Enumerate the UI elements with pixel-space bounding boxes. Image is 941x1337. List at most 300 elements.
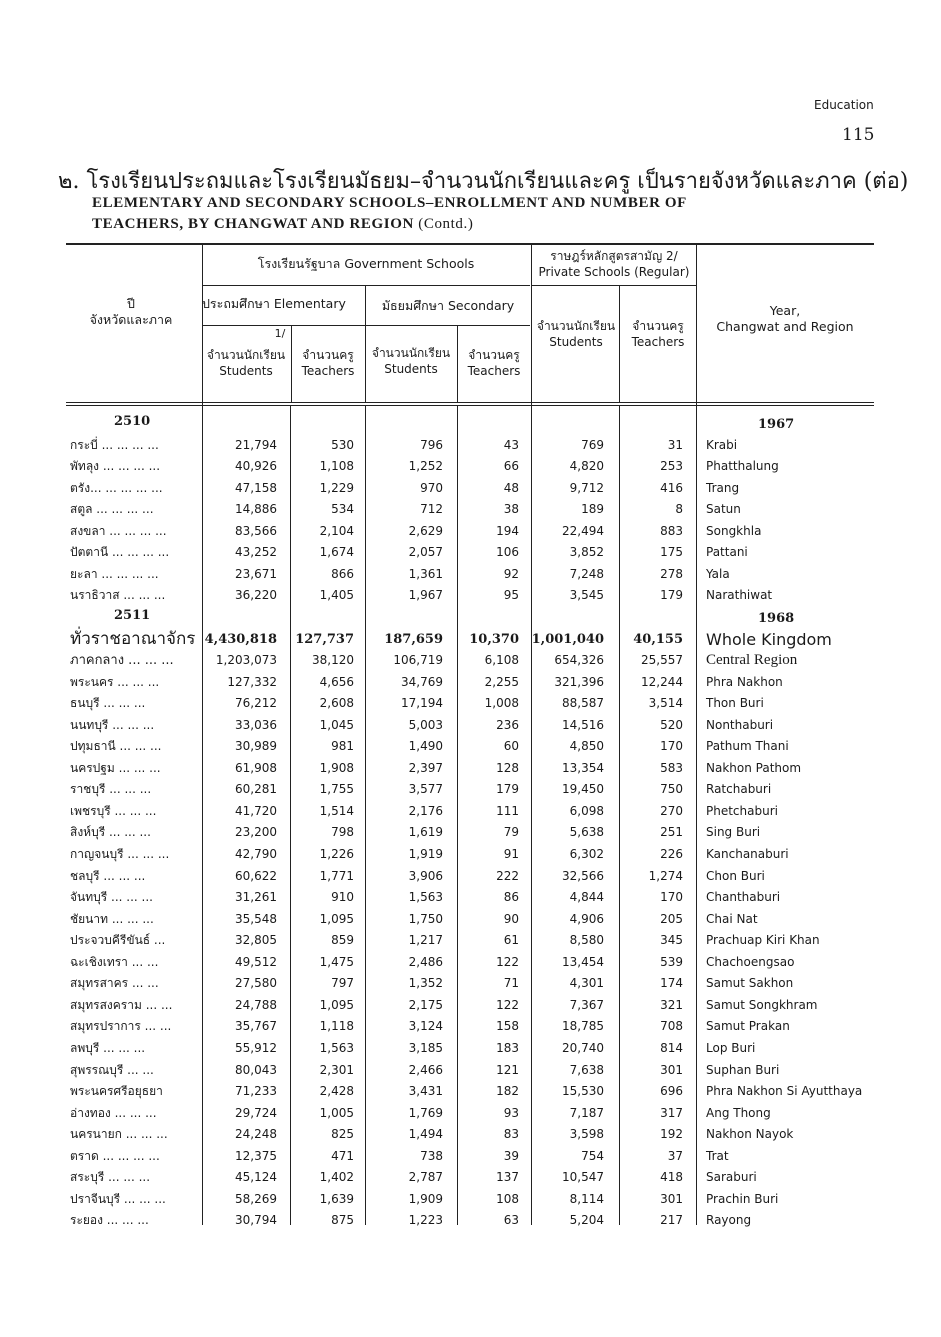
changwat-english: Trat bbox=[706, 1148, 729, 1163]
value-cell: 253 bbox=[660, 459, 683, 474]
changwat-thai: สงขลา ... ... ... ... bbox=[70, 523, 167, 538]
header-bottom-rule-2 bbox=[66, 405, 874, 406]
value-cell: 530 bbox=[331, 437, 354, 452]
value-cell: 1,771 bbox=[319, 868, 354, 883]
changwat-thai: สมุทรปราการ ... ... bbox=[70, 1019, 172, 1034]
changwat-thai: ชลบุรี ... ... ... bbox=[70, 868, 146, 883]
changwat-thai: นครนายก ... ... ... bbox=[70, 1127, 168, 1142]
value-cell: 23,200 bbox=[235, 825, 277, 840]
row-label-thai: ปี จังหวัดและภาค bbox=[89, 296, 173, 327]
changwat-english: Lop Buri bbox=[706, 1040, 756, 1055]
changwat-english: Ang Thong bbox=[706, 1105, 771, 1120]
value-cell: 814 bbox=[660, 1040, 683, 1055]
value-cell: 189 bbox=[581, 502, 604, 517]
value-cell: 6,302 bbox=[569, 847, 604, 861]
changwat-english: Phra Nakhon Si Ayutthaya bbox=[706, 1084, 863, 1099]
value-cell: 1,514 bbox=[319, 803, 354, 818]
value-cell: 1,045 bbox=[319, 717, 354, 732]
value-cell: 301 bbox=[660, 1062, 683, 1077]
value-cell: 270 bbox=[660, 803, 683, 818]
value-cell: 859 bbox=[331, 933, 354, 948]
value-cell: 12,375 bbox=[235, 1148, 277, 1163]
secondary-header: มัธยมศึกษา Secondary bbox=[381, 298, 515, 313]
changwat-english: Nakhon Nayok bbox=[706, 1127, 794, 1142]
value-cell: 37 bbox=[667, 1148, 683, 1163]
thai-title: ๒. โรงเรียนประถมและโรงเรียนมัธยม–จำนวนนักเรียนและครู เป็นรายจังหวัดและภาค (ต่อ) bbox=[58, 169, 909, 194]
changwat-english: Saraburi bbox=[706, 1170, 757, 1185]
changwat-thai: เพชรบุรี ... ... ... bbox=[70, 803, 157, 818]
value-cell: 47,158 bbox=[235, 480, 277, 495]
value-cell: 708 bbox=[660, 1019, 683, 1034]
changwat-english: Chai Nat bbox=[706, 911, 758, 926]
changwat-thai: ลพบุรี ... ... ... bbox=[70, 1040, 146, 1055]
value-cell: 1,001,040 bbox=[531, 631, 604, 647]
value-cell: 696 bbox=[660, 1084, 683, 1099]
value-cell: 170 bbox=[660, 739, 683, 754]
value-cell: 1,217 bbox=[408, 933, 443, 948]
value-cell: 1,005 bbox=[319, 1105, 354, 1120]
value-cell: 1,908 bbox=[319, 760, 354, 775]
changwat-english: Chanthaburi bbox=[706, 890, 781, 905]
value-cell: 40,926 bbox=[235, 459, 277, 474]
changwat-english: Nakhon Pathom bbox=[706, 760, 802, 775]
value-cell: 1,755 bbox=[319, 782, 354, 797]
secondary-teachers-header: จำนวนครู Teachers bbox=[467, 348, 521, 378]
value-cell: 3,545 bbox=[569, 588, 604, 603]
value-cell: 71,233 bbox=[235, 1084, 277, 1099]
value-cell: 539 bbox=[660, 954, 683, 969]
value-cell: 43 bbox=[503, 437, 519, 452]
value-cell: 520 bbox=[660, 717, 683, 732]
value-cell: 3,431 bbox=[408, 1084, 443, 1099]
value-cell: 910 bbox=[331, 890, 354, 905]
value-cell: 1,223 bbox=[408, 1213, 443, 1228]
changwat-english: Rayong bbox=[706, 1213, 752, 1228]
value-cell: 2,176 bbox=[408, 803, 443, 818]
value-cell: 3,577 bbox=[408, 782, 443, 797]
private-schools-header: ราษฎร์หลักสูตรสามัญ 2/ Private Schools (Regular) bbox=[538, 249, 690, 279]
value-cell: 71 bbox=[503, 976, 519, 991]
value-cell: 174 bbox=[660, 976, 683, 991]
value-cell: 27,580 bbox=[235, 976, 277, 991]
changwat-english: Whole Kingdom bbox=[706, 629, 832, 649]
value-cell: 1,118 bbox=[319, 1019, 354, 1034]
changwat-thai: ราชบุรี ... ... ... bbox=[70, 782, 152, 797]
value-cell: 40,155 bbox=[633, 631, 683, 647]
english-title-line2 bbox=[92, 216, 473, 233]
table-top-rule bbox=[66, 243, 874, 245]
value-cell: 471 bbox=[331, 1148, 354, 1163]
changwat-thai: นครปฐม ... ... ... bbox=[70, 760, 161, 775]
changwat-english: Central Region bbox=[706, 652, 798, 669]
value-cell: 10,370 bbox=[469, 631, 519, 647]
value-cell: 236 bbox=[496, 717, 519, 732]
value-cell: 981 bbox=[331, 739, 354, 754]
changwat-thai: นนทบุรี ... ... ... bbox=[70, 717, 155, 732]
changwat-thai: ทั่วราชอาณาจักร bbox=[70, 628, 196, 649]
changwat-english: Ratchaburi bbox=[706, 782, 772, 797]
value-cell: 60 bbox=[503, 739, 519, 754]
value-cell: 60,281 bbox=[235, 782, 277, 797]
value-cell: 754 bbox=[581, 1148, 604, 1163]
changwat-english: Chachoengsao bbox=[706, 954, 795, 969]
value-cell: 1,639 bbox=[319, 1191, 354, 1206]
value-cell: 4,301 bbox=[569, 976, 604, 991]
col-divider-3 bbox=[365, 285, 366, 403]
value-cell: 79 bbox=[503, 825, 519, 840]
changwat-english: Prachuap Kiri Khan bbox=[706, 933, 820, 948]
value-cell: 121 bbox=[496, 1062, 519, 1077]
value-cell: 88,587 bbox=[562, 696, 604, 711]
value-cell: 321,396 bbox=[554, 674, 604, 689]
changwat-thai: พัทลุง ... ... ... ... bbox=[70, 459, 161, 474]
changwat-thai: กระบี่ ... ... ... ... bbox=[70, 437, 159, 452]
value-cell: 187,659 bbox=[384, 631, 443, 647]
value-cell: 24,248 bbox=[235, 1127, 277, 1142]
changwat-thai: ตราด ... ... ... ... bbox=[70, 1148, 160, 1163]
col-body-divider-3 bbox=[365, 405, 366, 1225]
value-cell: 9,712 bbox=[569, 480, 604, 495]
value-cell: 17,194 bbox=[401, 696, 443, 711]
english-title-line1: ELEMENTARY AND SECONDARY SCHOOLS–ENROLLMENT AND NUMBER OF bbox=[92, 195, 687, 211]
changwat-thai: สิงห์บุรี ... ... ... bbox=[70, 825, 151, 840]
changwat-english: Narathiwat bbox=[706, 588, 773, 603]
value-cell: 1,563 bbox=[319, 1040, 354, 1055]
changwat-thai: จันทบุรี ... ... ... bbox=[70, 890, 153, 905]
gov-rule bbox=[202, 285, 530, 286]
value-cell: 95 bbox=[503, 588, 519, 603]
value-cell: 712 bbox=[420, 502, 443, 517]
changwat-english: Chon Buri bbox=[706, 868, 765, 883]
value-cell: 5,003 bbox=[408, 717, 443, 732]
value-cell: 1,475 bbox=[319, 954, 354, 969]
private-rule bbox=[532, 285, 696, 286]
value-cell: 80,043 bbox=[235, 1062, 277, 1077]
value-cell: 4,656 bbox=[319, 674, 354, 689]
value-cell: 4,850 bbox=[569, 739, 604, 754]
value-cell: 32,566 bbox=[562, 868, 604, 883]
value-cell: 32,805 bbox=[235, 933, 277, 948]
changwat-thai: สมุทรสาคร ... ... bbox=[70, 976, 159, 991]
col-body-divider-6 bbox=[619, 405, 620, 1225]
value-cell: 33,036 bbox=[235, 717, 277, 732]
elementary-teachers-header: จำนวนครู Teachers bbox=[301, 348, 355, 378]
section-label: Education bbox=[814, 98, 874, 112]
changwat-english: Phra Nakhon bbox=[706, 674, 783, 689]
value-cell: 25,557 bbox=[641, 653, 683, 668]
value-cell: 2,057 bbox=[408, 545, 443, 560]
value-cell: 3,598 bbox=[569, 1127, 604, 1142]
changwat-english: Phatthalung bbox=[706, 459, 779, 474]
value-cell: 3,906 bbox=[408, 868, 443, 883]
value-cell: 83,566 bbox=[235, 523, 277, 538]
value-cell: 6,108 bbox=[484, 653, 519, 668]
changwat-thai: กาญจนบุรี ... ... ... bbox=[70, 847, 170, 861]
value-cell: 41,720 bbox=[235, 803, 277, 818]
changwat-english: Yala bbox=[706, 566, 730, 581]
value-cell: 22,494 bbox=[562, 523, 604, 538]
value-cell: 31 bbox=[667, 437, 683, 452]
value-cell: 883 bbox=[660, 523, 683, 538]
value-cell: 217 bbox=[660, 1213, 683, 1228]
value-cell: 111 bbox=[496, 803, 519, 818]
private-students-header: จำนวนนักเรียน Students bbox=[536, 319, 616, 349]
value-cell: 1,229 bbox=[319, 480, 354, 495]
value-cell: 317 bbox=[660, 1105, 683, 1120]
col-body-divider-4 bbox=[457, 405, 458, 1225]
value-cell: 796 bbox=[420, 437, 443, 452]
value-cell: 1,405 bbox=[319, 588, 354, 603]
value-cell: 2,466 bbox=[408, 1062, 443, 1077]
value-cell: 2,175 bbox=[408, 997, 443, 1012]
changwat-thai: สมุทรสงคราม ... ... bbox=[70, 997, 173, 1012]
value-cell: 798 bbox=[331, 825, 354, 840]
value-cell: 4,844 bbox=[569, 890, 604, 905]
english-title-line2-text: TEACHERS, BY CHANGWAT AND REGION bbox=[92, 216, 414, 232]
value-cell: 38 bbox=[503, 502, 519, 517]
changwat-thai: ประจวบคีรีขันธ์ ... bbox=[70, 933, 166, 948]
changwat-thai: ภาคกลาง ... ... ... bbox=[70, 653, 174, 669]
value-cell: 1,967 bbox=[408, 588, 443, 603]
value-cell: 1,274 bbox=[648, 868, 683, 883]
value-cell: 7,187 bbox=[569, 1105, 604, 1120]
changwat-thai: สตูล ... ... ... ... bbox=[70, 502, 154, 517]
value-cell: 1,352 bbox=[408, 976, 443, 991]
value-cell: 122 bbox=[496, 997, 519, 1012]
value-cell: 1,619 bbox=[408, 825, 443, 840]
value-cell: 7,248 bbox=[569, 566, 604, 581]
value-cell: 194 bbox=[496, 523, 519, 538]
value-cell: 13,454 bbox=[562, 954, 604, 969]
value-cell: 251 bbox=[660, 825, 683, 840]
value-cell: 825 bbox=[331, 1127, 354, 1142]
year-label-thai: 2511 bbox=[114, 607, 151, 623]
gov-schools-header: โรงเรียนรัฐบาล Government Schools bbox=[257, 256, 475, 271]
value-cell: 5,638 bbox=[569, 825, 604, 840]
value-cell: 345 bbox=[660, 933, 683, 948]
value-cell: 128 bbox=[496, 760, 519, 775]
changwat-english: Nonthaburi bbox=[706, 717, 774, 732]
value-cell: 61 bbox=[503, 933, 519, 948]
value-cell: 35,548 bbox=[235, 911, 277, 926]
value-cell: 2,397 bbox=[408, 760, 443, 775]
value-cell: 1,490 bbox=[408, 739, 443, 754]
value-cell: 76,212 bbox=[235, 696, 277, 711]
value-cell: 39 bbox=[503, 1148, 519, 1163]
value-cell: 1,563 bbox=[408, 890, 443, 905]
changwat-english: Samut Songkhram bbox=[706, 997, 818, 1012]
value-cell: 866 bbox=[331, 566, 354, 581]
value-cell: 29,724 bbox=[235, 1105, 277, 1120]
value-cell: 183 bbox=[496, 1040, 519, 1055]
value-cell: 23,671 bbox=[235, 566, 277, 581]
value-cell: 7,638 bbox=[569, 1062, 604, 1077]
changwat-thai: นราธิวาส ... ... ... bbox=[70, 588, 166, 603]
value-cell: 4,430,818 bbox=[204, 631, 277, 647]
value-cell: 1,909 bbox=[408, 1191, 443, 1206]
value-cell: 48 bbox=[503, 480, 519, 495]
value-cell: 2,104 bbox=[319, 523, 354, 538]
value-cell: 19,450 bbox=[562, 782, 604, 797]
value-cell: 875 bbox=[331, 1213, 354, 1228]
value-cell: 1,108 bbox=[319, 459, 354, 474]
value-cell: 108 bbox=[496, 1191, 519, 1206]
value-cell: 1,494 bbox=[408, 1127, 443, 1142]
value-cell: 122 bbox=[496, 954, 519, 969]
value-cell: 1,919 bbox=[408, 847, 443, 861]
value-cell: 750 bbox=[660, 782, 683, 797]
value-cell: 654,326 bbox=[554, 653, 604, 668]
value-cell: 1,203,073 bbox=[215, 653, 277, 668]
changwat-thai: ธนบุรี ... ... ... bbox=[70, 696, 146, 711]
value-cell: 10,547 bbox=[562, 1170, 604, 1185]
value-cell: 8 bbox=[675, 502, 683, 517]
value-cell: 14,886 bbox=[235, 502, 277, 517]
value-cell: 49,512 bbox=[235, 954, 277, 969]
value-cell: 2,787 bbox=[408, 1170, 443, 1185]
value-cell: 61,908 bbox=[235, 760, 277, 775]
value-cell: 321 bbox=[660, 997, 683, 1012]
value-cell: 1,095 bbox=[319, 911, 354, 926]
value-cell: 91 bbox=[503, 847, 519, 861]
value-cell: 158 bbox=[496, 1019, 519, 1034]
value-cell: 55,912 bbox=[235, 1040, 277, 1055]
value-cell: 106 bbox=[496, 545, 519, 560]
year-label-thai: 2510 bbox=[114, 414, 151, 429]
changwat-english: Phetchaburi bbox=[706, 803, 778, 818]
value-cell: 3,514 bbox=[648, 696, 683, 711]
value-cell: 1,402 bbox=[319, 1170, 354, 1185]
value-cell: 182 bbox=[496, 1084, 519, 1099]
value-cell: 192 bbox=[660, 1127, 683, 1142]
subcol-rule bbox=[202, 325, 530, 326]
value-cell: 90 bbox=[503, 911, 519, 926]
value-cell: 18,785 bbox=[562, 1019, 604, 1034]
value-cell: 738 bbox=[420, 1148, 443, 1163]
changwat-english: Prachin Buri bbox=[706, 1191, 779, 1206]
changwat-english: Pattani bbox=[706, 545, 748, 560]
changwat-english: Thon Buri bbox=[706, 696, 764, 711]
value-cell: 21,794 bbox=[235, 437, 277, 452]
value-cell: 12,244 bbox=[641, 674, 683, 689]
value-cell: 127,737 bbox=[295, 631, 354, 647]
changwat-thai: พระนครศรีอยุธยา bbox=[70, 1084, 163, 1099]
header-bottom-rule bbox=[66, 402, 874, 403]
value-cell: 1,095 bbox=[319, 997, 354, 1012]
changwat-thai: พระนคร ... ... ... bbox=[70, 674, 160, 689]
value-cell: 34,769 bbox=[401, 674, 443, 689]
value-cell: 20,740 bbox=[562, 1040, 604, 1055]
value-cell: 60,622 bbox=[235, 868, 277, 883]
value-cell: 2,255 bbox=[484, 674, 519, 689]
elementary-students-header: จำนวนนักเรียน Students bbox=[206, 348, 286, 378]
value-cell: 2,608 bbox=[319, 696, 354, 711]
changwat-thai: ฉะเชิงเทรา ... ... bbox=[70, 954, 159, 969]
changwat-thai: ปัตตานี ... ... ... ... bbox=[70, 545, 170, 560]
value-cell: 179 bbox=[496, 782, 519, 797]
changwat-english: Krabi bbox=[706, 437, 738, 452]
changwat-english: Sing Buri bbox=[706, 825, 761, 840]
value-cell: 4,906 bbox=[569, 911, 604, 926]
value-cell: 170 bbox=[660, 890, 683, 905]
value-cell: 3,124 bbox=[408, 1019, 443, 1034]
changwat-thai: สุพรรณบุรี ... ... bbox=[70, 1062, 154, 1077]
value-cell: 45,124 bbox=[235, 1170, 277, 1185]
value-cell: 1,769 bbox=[408, 1105, 443, 1120]
changwat-thai: ตรัง... ... ... ... ... bbox=[70, 480, 163, 495]
value-cell: 1,008 bbox=[484, 696, 519, 711]
value-cell: 38,120 bbox=[312, 653, 354, 668]
value-cell: 583 bbox=[660, 760, 683, 775]
value-cell: 43,252 bbox=[235, 545, 277, 560]
value-cell: 35,767 bbox=[235, 1019, 277, 1034]
value-cell: 83 bbox=[503, 1127, 519, 1142]
value-cell: 1,226 bbox=[319, 847, 354, 861]
value-cell: 13,354 bbox=[562, 760, 604, 775]
value-cell: 416 bbox=[660, 480, 683, 495]
value-cell: 1,750 bbox=[408, 911, 443, 926]
value-cell: 8,114 bbox=[569, 1191, 604, 1206]
value-cell: 1,252 bbox=[408, 459, 443, 474]
row-label-english: Year, Changwat and Region bbox=[716, 303, 854, 334]
value-cell: 4,820 bbox=[569, 459, 604, 474]
col-divider-7 bbox=[696, 245, 697, 1225]
value-cell: 127,332 bbox=[227, 674, 277, 689]
value-cell: 418 bbox=[660, 1170, 683, 1185]
value-cell: 24,788 bbox=[235, 997, 277, 1012]
value-cell: 8,580 bbox=[569, 933, 604, 948]
changwat-english: Satun bbox=[706, 502, 741, 517]
value-cell: 205 bbox=[660, 911, 683, 926]
value-cell: 86 bbox=[503, 890, 519, 905]
value-cell: 278 bbox=[660, 566, 683, 581]
value-cell: 2,428 bbox=[319, 1084, 354, 1099]
changwat-thai: สระบุรี ... ... ... bbox=[70, 1170, 151, 1185]
value-cell: 30,794 bbox=[235, 1213, 277, 1228]
col-body-divider-2 bbox=[290, 405, 291, 1225]
value-cell: 6,098 bbox=[569, 803, 604, 818]
value-cell: 226 bbox=[660, 847, 683, 861]
value-cell: 797 bbox=[331, 976, 354, 991]
elementary-header: ประถมศึกษา Elementary bbox=[202, 296, 346, 311]
value-cell: 14,516 bbox=[562, 717, 604, 732]
changwat-english: Trang bbox=[706, 480, 740, 495]
year-label-english: 1967 bbox=[758, 417, 795, 432]
value-cell: 30,989 bbox=[235, 739, 277, 754]
value-cell: 970 bbox=[420, 480, 443, 495]
value-cell: 106,719 bbox=[393, 653, 443, 668]
value-cell: 92 bbox=[503, 566, 519, 581]
changwat-thai: ปทุมธานี ... ... ... bbox=[70, 739, 162, 754]
value-cell: 301 bbox=[660, 1191, 683, 1206]
value-cell: 93 bbox=[503, 1105, 519, 1120]
changwat-thai: ยะลา ... ... ... ... bbox=[70, 566, 159, 581]
value-cell: 2,629 bbox=[408, 523, 443, 538]
value-cell: 769 bbox=[581, 437, 604, 452]
value-cell: 58,269 bbox=[235, 1191, 277, 1206]
value-cell: 179 bbox=[660, 588, 683, 603]
value-cell: 1,674 bbox=[319, 545, 354, 560]
year-label-english: 1968 bbox=[758, 610, 795, 626]
secondary-students-header: จำนวนนักเรียน Students bbox=[371, 346, 451, 376]
changwat-english: Kanchanaburi bbox=[706, 847, 789, 861]
value-cell: 222 bbox=[496, 868, 519, 883]
value-cell: 137 bbox=[496, 1170, 519, 1185]
value-cell: 2,301 bbox=[319, 1062, 354, 1077]
value-cell: 7,367 bbox=[569, 997, 604, 1012]
changwat-english: Suphan Buri bbox=[706, 1062, 780, 1077]
changwat-thai: อ่างทอง ... ... ... bbox=[70, 1105, 157, 1120]
